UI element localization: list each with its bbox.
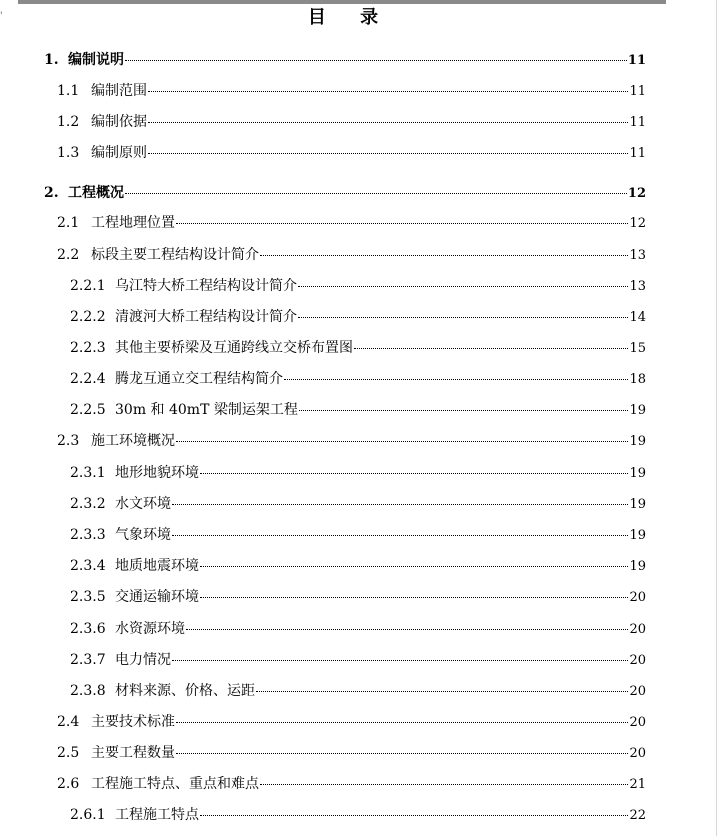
toc-entry-title: 施工环境概况 [91,433,175,449]
toc-entry-title: 电力情况 [115,652,171,668]
toc-entry-page: 20 [629,684,646,699]
toc-entry-title: 清渡河大桥工程结构设计简介 [115,309,297,325]
toc-entry-page: 12 [627,186,646,201]
toc-entry[interactable] [70,557,646,576]
toc-entry[interactable] [70,401,646,420]
toc-entry-page: 21 [629,777,646,792]
toc-leader-dots [298,286,628,287]
toc-entry[interactable] [57,713,646,732]
toc-entry[interactable] [70,495,646,514]
toc-entry[interactable] [70,339,646,358]
toc-entry-number: 2.3.6 [70,621,106,637]
toc-entry[interactable] [70,651,646,670]
toc-entry-title: 地质地震环境 [115,558,199,574]
toc-leader-dots [176,722,628,723]
toc-entry[interactable] [70,277,646,296]
toc-entry-number: 2.2.2 [70,309,106,325]
toc-entry-title: 工程施工特点、重点和难点 [91,776,259,792]
toc-entry-page: 11 [629,84,646,99]
toc-entry[interactable] [57,113,646,132]
toc-entry[interactable] [57,744,646,763]
toc-leader-dots [299,410,629,411]
toc-entry-page: 20 [629,622,646,637]
toc-entry-title: 标段主要工程结构设计简介 [91,247,259,263]
toc-entry-number: 2.2.4 [70,371,106,387]
toc-entry-page: 20 [629,715,646,730]
toc-entry-number: 2.6.1 [70,807,106,823]
toc-entry-page: 11 [627,53,646,68]
toc-entry[interactable] [57,246,646,265]
toc-entry-title: 工程地理位置 [91,215,175,231]
toc-leader-dots [176,441,628,442]
toc-entry-number: 2.5 [57,745,80,761]
toc-leader-dots [260,784,628,785]
toc-leader-dots [125,60,627,61]
toc-entry-title: 水资源环境 [115,621,185,637]
toc-entry-page: 15 [629,341,646,356]
toc-entry-number: 2.2 [57,247,80,263]
toc-entry[interactable] [70,588,646,607]
toc-entry-number: 2.2.5 [70,402,106,418]
toc-entry-number: 2.3.1 [70,465,106,481]
toc-entry-number: 2.3 [57,433,80,449]
toc-entry-page: 19 [629,528,646,543]
toc-entry-title: 编制说明 [68,52,124,68]
toc-entry[interactable] [57,82,646,101]
toc-entry-title: 水文环境 [115,496,171,512]
toc-entry-page: 14 [629,310,646,325]
toc-entry-page: 11 [629,146,646,161]
toc-entry[interactable] [70,370,646,389]
toc-entry-title: 工程概况 [68,185,124,201]
toc-leader-dots [186,629,628,630]
toc-leader-dots [148,91,628,92]
toc-entry-title: 交通运输环境 [115,589,199,605]
toc-leader-dots [176,753,628,754]
toc-entry-number: 2.4 [57,714,80,730]
toc-entry[interactable] [70,682,646,701]
toc-entry-number: 1. [44,52,59,68]
toc-entry-title: 编制原则 [91,145,147,161]
toc-entry-number: 2.6 [57,776,80,792]
toc-entry[interactable] [70,526,646,545]
toc-entry-number: 2.2.3 [70,340,106,356]
toc-leader-dots [148,122,628,123]
toc-entry-number: 2.3.3 [70,527,106,543]
toc-entry-title: 主要工程数量 [91,745,175,761]
toc-entry[interactable] [70,464,646,483]
toc-entry-number: 1.2 [57,114,80,130]
toc-leader-dots [298,317,628,318]
toc-entry-number: 1.3 [57,145,80,161]
toc-entry-page: 19 [629,559,646,574]
toc-entry-title: 地形地貌环境 [115,465,199,481]
toc-leader-dots [200,473,628,474]
toc-entry-title: 工程施工特点 [115,807,199,823]
toc-entry-title: 气象环境 [115,527,171,543]
toc-entry-title: 其他主要桥梁及互通跨线立交桥布置图 [115,340,353,356]
toc-leader-dots [125,193,627,194]
toc-entry-number: 2.1 [57,215,80,231]
toc-entry[interactable] [57,144,646,163]
toc-leader-dots [200,815,628,816]
toc-entry[interactable] [44,184,646,203]
toc-entry-title: 乌江特大桥工程结构设计简介 [115,278,297,294]
toc-leader-dots [256,691,628,692]
toc-entry[interactable] [57,214,646,233]
toc-entry-title: 主要技术标准 [91,714,175,730]
toc-entry-page: 19 [629,497,646,512]
toc-entry-title: 30m 和 40mT 梁制运架工程 [115,402,298,418]
toc-leader-dots [200,597,628,598]
toc-entry-title: 材料来源、价格、运距 [115,683,255,699]
toc-entry-number: 2.3.5 [70,589,106,605]
toc-entry-number: 2. [44,185,59,201]
toc-leader-dots [172,660,628,661]
toc-entry-title: 编制依据 [91,114,147,130]
left-margin-mark: ' [0,11,3,21]
toc-leader-dots [200,566,628,567]
toc-entry-number: 2.3.4 [70,558,106,574]
toc-entry[interactable] [57,775,646,794]
toc-title: 目 录 [307,7,393,28]
toc-entry-page: 13 [629,279,646,294]
toc-entry-title: 编制范围 [91,83,147,99]
toc-leader-dots [354,348,628,349]
toc-entry[interactable] [70,806,646,825]
toc-entry-page: 12 [629,216,646,231]
toc-leader-dots [284,379,628,380]
toc-entry-page: 11 [629,115,646,130]
toc-entry-page: 19 [629,434,646,449]
toc-entry-page: 18 [629,372,646,387]
toc-entry-page: 20 [629,653,646,668]
toc-entry[interactable] [70,620,646,639]
toc-entry-number: 2.3.2 [70,496,106,512]
toc-entry-number: 2.2.1 [70,278,106,294]
toc-entry-number: 1.1 [57,83,80,99]
toc-entry-number: 2.3.7 [70,652,106,668]
toc-entry-number: 2.3.8 [70,683,106,699]
toc-entry-title: 腾龙互通立交工程结构简介 [115,371,283,387]
toc-entry[interactable] [44,51,646,70]
toc-entry-page: 20 [629,590,646,605]
toc-entry-page: 19 [629,466,646,481]
toc-entry[interactable] [70,308,646,327]
toc-leader-dots [172,504,628,505]
toc-entry[interactable] [57,432,646,451]
toc-entry-page: 22 [629,808,646,823]
toc-leader-dots [260,255,628,256]
toc-leader-dots [172,535,628,536]
toc-entry-page: 19 [629,403,646,418]
toc-entry-page: 20 [629,746,646,761]
toc-entry-page: 13 [629,248,646,263]
toc-leader-dots [176,223,628,224]
toc-leader-dots [148,153,628,154]
